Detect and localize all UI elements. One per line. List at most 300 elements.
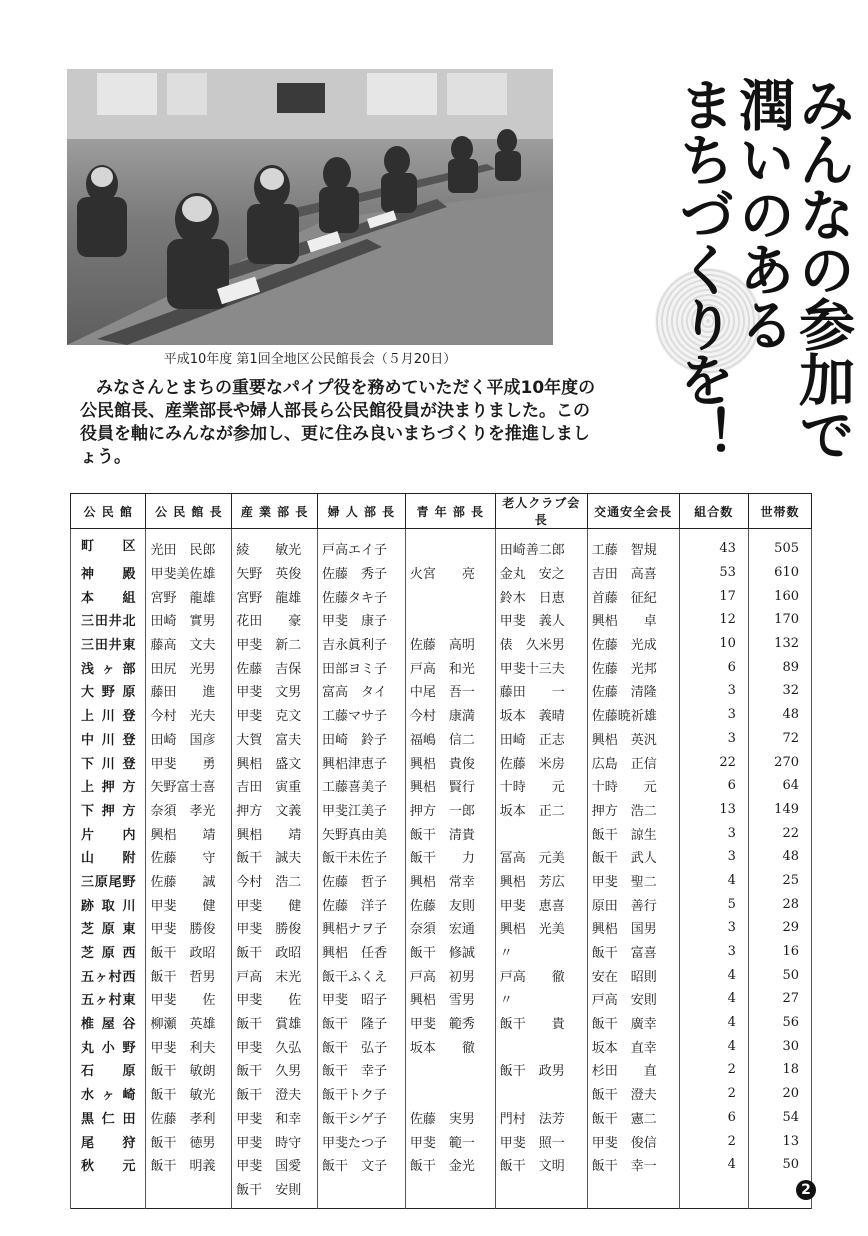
cell-rojin: 坂本 正二 [495, 798, 587, 822]
cell-kotsu: 飯干 憲二 [587, 1106, 679, 1130]
cell-kouminkan: 中 川 登 [71, 727, 146, 751]
cell-kouminkancho: 興梠 靖 [146, 821, 232, 845]
cell-kotsu: 十時 元 [587, 774, 679, 798]
cell-sangyo: 甲斐 健 [232, 892, 318, 916]
cell-kouminkancho: 田崎 国彦 [146, 727, 232, 751]
cell-sangyo: 大賀 富夫 [232, 727, 318, 751]
cell-setai: 25 [748, 869, 811, 893]
cell-rojin: 〃 [495, 987, 587, 1011]
vertical-title [670, 76, 855, 476]
cell-seinen [405, 1082, 495, 1106]
table-row [71, 892, 812, 916]
photo-caption: 平成10年度 第1回全地区公民館長会（５月20日） [163, 352, 457, 367]
cell-fujin: 興梠ナヲ子 [317, 916, 405, 940]
roster-body [71, 529, 812, 1209]
cell-kouminkan: 水 ヶ 崎 [71, 1082, 146, 1106]
cell-sangyo: 今村 浩二 [232, 869, 318, 893]
cell-sangyo: 飯干 久男 [232, 1058, 318, 1082]
meeting-photo-illustration [67, 69, 553, 345]
cell-rojin: 十時 元 [495, 774, 587, 798]
cell-fujin: 甲斐 昭子 [317, 987, 405, 1011]
cell-kotsu: 飯干 富喜 [587, 940, 679, 964]
cell-seinen [405, 1177, 495, 1209]
cell-kouminkancho [146, 1177, 232, 1209]
cell-kotsu: 甲斐 聖二 [587, 869, 679, 893]
cell-sangyo: 綾 敏光 [232, 529, 318, 561]
cell-kotsu: 佐藤 光邦 [587, 655, 679, 679]
cell-kouminkancho: 飯干 明義 [146, 1153, 232, 1177]
table-row [71, 679, 812, 703]
cell-rojin: 冨高 元美 [495, 845, 587, 869]
cell-kouminkancho: 飯干 敏朗 [146, 1058, 232, 1082]
cell-kouminkancho: 田尻 光男 [146, 655, 232, 679]
cell-kouminkan: 町 区 [71, 529, 146, 561]
cell-kumiai: 2 [679, 1129, 748, 1153]
cell-rojin: 田崎善二郎 [495, 529, 587, 561]
cell-setai: 16 [748, 940, 811, 964]
cell-rojin: 戸高 徹 [495, 963, 587, 987]
cell-kotsu: 広島 正信 [587, 750, 679, 774]
cell-kouminkan: 芝 原 西 [71, 940, 146, 964]
cell-fujin: 飯干ふくえ [317, 963, 405, 987]
cell-fujin: 飯干シゲ子 [317, 1106, 405, 1130]
table-row [71, 1129, 812, 1153]
cell-kouminkan: 片 内 [71, 821, 146, 845]
cell-seinen: 福嶋 信二 [405, 727, 495, 751]
cell-fujin: 工藤マサ子 [317, 703, 405, 727]
table-row [71, 987, 812, 1011]
cell-setai: 30 [748, 1034, 811, 1058]
cell-kotsu: 安在 昭則 [587, 963, 679, 987]
cell-rojin: 甲斐十三夫 [495, 655, 587, 679]
cell-rojin: 金丸 安之 [495, 561, 587, 585]
cell-kumiai: 4 [679, 1153, 748, 1177]
table-row [71, 916, 812, 940]
cell-fujin: 佐藤 哲子 [317, 869, 405, 893]
cell-kotsu: 杉田 直 [587, 1058, 679, 1082]
cell-seinen: 飯干 金光 [405, 1153, 495, 1177]
cell-rojin: 佐藤 米房 [495, 750, 587, 774]
cell-rojin: 藤田 一 [495, 679, 587, 703]
cell-sangyo: 飯干 政昭 [232, 940, 318, 964]
cell-kouminkan: 石 原 [71, 1058, 146, 1082]
cell-kouminkan: 芝 原 東 [71, 916, 146, 940]
cell-kouminkan: 下 川 登 [71, 750, 146, 774]
cell-fujin: 飯干 幸子 [317, 1058, 405, 1082]
cell-kouminkan: 三原尾野 [71, 869, 146, 893]
cell-rojin: 興梠 芳広 [495, 869, 587, 893]
cell-kotsu: 飯干 澄夫 [587, 1082, 679, 1106]
cell-sangyo: 甲斐 文男 [232, 679, 318, 703]
lead-paragraph: みなさんとまちの重要なパイプ役を務めていただく平成10年度の公民館長、産業部長や婦人部長ら公民館役員が決まりました。この役員を軸にみんなが参加し、更に住み良いまちづくりを推進しましょう。 [80, 378, 596, 467]
cell-fujin: 戸高エイ子 [317, 529, 405, 561]
cell-kumiai: 2 [679, 1058, 748, 1082]
cell-kotsu: 佐藤 清隆 [587, 679, 679, 703]
cell-sangyo: 飯干 誠夫 [232, 845, 318, 869]
cell-fujin: 佐藤 洋子 [317, 892, 405, 916]
cell-kouminkancho: 甲斐 佐 [146, 987, 232, 1011]
cell-seinen: 戸高 初男 [405, 963, 495, 987]
cell-setai: 32 [748, 679, 811, 703]
cell-seinen: 中尾 吾一 [405, 679, 495, 703]
cell-kouminkan: 尾 狩 [71, 1129, 146, 1153]
cell-rojin: 甲斐 義人 [495, 608, 587, 632]
cell-setai: 505 [748, 529, 811, 561]
cell-kouminkan: 丸 小 野 [71, 1034, 146, 1058]
cell-kouminkancho: 今村 光夫 [146, 703, 232, 727]
cell-fujin: 田部ヨミ子 [317, 655, 405, 679]
cell-sangyo: 飯干 安則 [232, 1177, 318, 1209]
cell-kumiai: 4 [679, 987, 748, 1011]
cell-setai: 64 [748, 774, 811, 798]
cell-setai: 18 [748, 1058, 811, 1082]
cell-sangyo: 甲斐 国愛 [232, 1153, 318, 1177]
cell-sangyo: 興梠 盛文 [232, 750, 318, 774]
table-row [71, 774, 812, 798]
cell-seinen: 奈須 宏通 [405, 916, 495, 940]
cell-fujin: 甲斐たつ子 [317, 1129, 405, 1153]
cell-fujin: 興梠 任香 [317, 940, 405, 964]
cell-kouminkan: 山 附 [71, 845, 146, 869]
table-row [71, 1177, 812, 1209]
cell-kouminkan: 三田井北 [71, 608, 146, 632]
cell-kumiai: 43 [679, 529, 748, 561]
cell-seinen: 戸高 和光 [405, 655, 495, 679]
cell-kouminkan: 五ヶ村西 [71, 963, 146, 987]
cell-sangyo: 甲斐 和幸 [232, 1106, 318, 1130]
cell-setai: 149 [748, 798, 811, 822]
cell-kouminkancho: 飯干 徳男 [146, 1129, 232, 1153]
cell-kumiai: 2 [679, 1082, 748, 1106]
cell-seinen: 佐藤 実男 [405, 1106, 495, 1130]
cell-setai: 48 [748, 703, 811, 727]
cell-kumiai: 4 [679, 869, 748, 893]
cell-kumiai: 10 [679, 632, 748, 656]
header-sangyo: 産 業 部 長 [232, 494, 318, 529]
cell-setai: 20 [748, 1082, 811, 1106]
cell-kotsu: 佐藤暁祈雄 [587, 703, 679, 727]
cell-kouminkancho: 飯干 政昭 [146, 940, 232, 964]
cell-fujin: 田崎 鈴子 [317, 727, 405, 751]
cell-kumiai: 3 [679, 679, 748, 703]
cell-seinen [405, 1058, 495, 1082]
cell-setai: 72 [748, 727, 811, 751]
title-line-1: みんなの参加で [790, 76, 855, 461]
cell-sangyo: 押方 文義 [232, 798, 318, 822]
cell-seinen: 坂本 徹 [405, 1034, 495, 1058]
title-line-2: 潤いのある [730, 76, 795, 351]
cell-rojin [495, 821, 587, 845]
cell-seinen: 押方 一郎 [405, 798, 495, 822]
cell-kumiai: 3 [679, 727, 748, 751]
cell-kumiai: 13 [679, 798, 748, 822]
cell-setai: 270 [748, 750, 811, 774]
table-header-row [71, 494, 812, 529]
cell-seinen: 興梠 賢行 [405, 774, 495, 798]
cell-kouminkancho: 甲斐 健 [146, 892, 232, 916]
cell-kumiai: 6 [679, 774, 748, 798]
cell-fujin: 甲斐 康子 [317, 608, 405, 632]
cell-seinen: 飯干 力 [405, 845, 495, 869]
cell-fujin: 飯干 隆子 [317, 1011, 405, 1035]
cell-seinen: 飯干 清貴 [405, 821, 495, 845]
cell-kouminkancho: 飯干 哲男 [146, 963, 232, 987]
cell-kumiai: 22 [679, 750, 748, 774]
table-row [71, 1153, 812, 1177]
cell-seinen: 興梠 常幸 [405, 869, 495, 893]
cell-sangyo: 甲斐 勝俊 [232, 916, 318, 940]
cell-kumiai: 3 [679, 940, 748, 964]
cell-seinen: 興梠 貴俊 [405, 750, 495, 774]
table-row [71, 1106, 812, 1130]
cell-kouminkancho: 矢野富士喜 [146, 774, 232, 798]
cell-setai: 610 [748, 561, 811, 585]
cell-rojin: 飯干 貴 [495, 1011, 587, 1035]
cell-setai: 50 [748, 1153, 811, 1177]
cell-seinen: 甲斐 範一 [405, 1129, 495, 1153]
cell-seinen [405, 584, 495, 608]
cell-seinen: 飯干 修誠 [405, 940, 495, 964]
cell-kumiai: 6 [679, 655, 748, 679]
cell-fujin: 甲斐江美子 [317, 798, 405, 822]
cell-setai: 13 [748, 1129, 811, 1153]
cell-kouminkan: 本 組 [71, 584, 146, 608]
cell-kotsu: 坂本 直幸 [587, 1034, 679, 1058]
cell-sangyo: 佐藤 吉保 [232, 655, 318, 679]
cell-kotsu: 戸高 安則 [587, 987, 679, 1011]
title-line-3: まちづくりを！ [670, 76, 735, 461]
cell-kotsu: 吉田 高喜 [587, 561, 679, 585]
cell-kouminkancho: 佐藤 孝利 [146, 1106, 232, 1130]
cell-kumiai: 3 [679, 845, 748, 869]
cell-kouminkan: 大 野 原 [71, 679, 146, 703]
cell-sangyo: 吉田 寅重 [232, 774, 318, 798]
cell-kotsu: 首藤 征紀 [587, 584, 679, 608]
cell-seinen [405, 529, 495, 561]
table-row [71, 561, 812, 585]
cell-sangyo: 甲斐 時守 [232, 1129, 318, 1153]
cell-kouminkancho: 田崎 實男 [146, 608, 232, 632]
cell-kotsu: 飯干 諒生 [587, 821, 679, 845]
cell-kouminkan: 浅 ヶ 部 [71, 655, 146, 679]
table-row [71, 798, 812, 822]
cell-kouminkancho: 宮野 龍雄 [146, 584, 232, 608]
cell-setai: 28 [748, 892, 811, 916]
cell-kouminkancho: 奈須 孝光 [146, 798, 232, 822]
cell-rojin: 鈴木 日恵 [495, 584, 587, 608]
header-fujin: 婦 人 部 長 [317, 494, 405, 529]
cell-fujin: 飯干 弘子 [317, 1034, 405, 1058]
header-kumiai: 組合数 [679, 494, 748, 529]
cell-sangyo: 矢野 英俊 [232, 561, 318, 585]
cell-seinen: 今村 康満 [405, 703, 495, 727]
cell-kumiai: 4 [679, 963, 748, 987]
cell-kotsu [587, 1177, 679, 1209]
cell-sangyo: 興梠 靖 [232, 821, 318, 845]
table-row [71, 1011, 812, 1035]
cell-fujin: 興梠津恵子 [317, 750, 405, 774]
cell-rojin: 飯干 文明 [495, 1153, 587, 1177]
cell-sangyo: 甲斐 新二 [232, 632, 318, 656]
cell-setai: 160 [748, 584, 811, 608]
cell-kouminkan: 黒 仁 田 [71, 1106, 146, 1130]
cell-fujin: 佐藤タキ子 [317, 584, 405, 608]
cell-setai: 48 [748, 845, 811, 869]
cell-setai: 56 [748, 1011, 811, 1035]
cell-seinen: 興梠 雪男 [405, 987, 495, 1011]
table-row [71, 1082, 812, 1106]
cell-setai: 132 [748, 632, 811, 656]
cell-rojin: 門村 法芳 [495, 1106, 587, 1130]
cell-kotsu: 工藤 智規 [587, 529, 679, 561]
header-kouminkancho: 公 民 館 長 [146, 494, 232, 529]
header-rojin: 老人クラブ会長 [495, 494, 587, 529]
cell-kumiai: 3 [679, 916, 748, 940]
cell-kouminkancho: 佐藤 誠 [146, 869, 232, 893]
header-setai: 世帯数 [748, 494, 811, 529]
cell-fujin: 佐藤 秀子 [317, 561, 405, 585]
cell-sangyo: 花田 豪 [232, 608, 318, 632]
cell-sangyo: 飯干 澄夫 [232, 1082, 318, 1106]
table-row [71, 869, 812, 893]
cell-rojin [495, 1177, 587, 1209]
cell-kouminkan: 五ヶ村東 [71, 987, 146, 1011]
cell-seinen: 佐藤 高明 [405, 632, 495, 656]
table-row [71, 632, 812, 656]
table-row [71, 940, 812, 964]
cell-kotsu: 甲斐 俊信 [587, 1129, 679, 1153]
cell-kouminkancho: 甲斐 利夫 [146, 1034, 232, 1058]
cell-setai: 54 [748, 1106, 811, 1130]
cell-kumiai: 4 [679, 1034, 748, 1058]
table-row [71, 608, 812, 632]
cell-sangyo: 宮野 龍雄 [232, 584, 318, 608]
table-row [71, 845, 812, 869]
cell-kouminkancho: 甲斐 勝俊 [146, 916, 232, 940]
cell-fujin: 矢野真由美 [317, 821, 405, 845]
cell-kumiai: 5 [679, 892, 748, 916]
cell-rojin: 〃 [495, 940, 587, 964]
table-row [71, 750, 812, 774]
cell-fujin: 吉永眞利子 [317, 632, 405, 656]
cell-rojin: 甲斐 照一 [495, 1129, 587, 1153]
cell-kumiai: 53 [679, 561, 748, 585]
cell-kumiai: 4 [679, 1011, 748, 1035]
officer-roster-table [70, 493, 812, 1209]
cell-kouminkancho: 柳瀬 英雄 [146, 1011, 232, 1035]
table-row [71, 1034, 812, 1058]
table-row [71, 703, 812, 727]
cell-kouminkancho: 飯干 敏光 [146, 1082, 232, 1106]
cell-kouminkan [71, 1177, 146, 1209]
cell-kouminkan: 上 川 登 [71, 703, 146, 727]
table-row [71, 584, 812, 608]
cell-setai: 27 [748, 987, 811, 1011]
table-row [71, 1058, 812, 1082]
header-kouminkan: 公 民 館 [71, 494, 146, 529]
cell-seinen: 火宮 亮 [405, 561, 495, 585]
header-kotsu: 交通安全会長 [587, 494, 679, 529]
cell-kouminkan: 神 殿 [71, 561, 146, 585]
cell-kotsu: 興梠 国男 [587, 916, 679, 940]
table-row [71, 963, 812, 987]
cell-kouminkancho: 藤高 文夫 [146, 632, 232, 656]
cell-kumiai: 6 [679, 1106, 748, 1130]
meeting-photo [67, 69, 553, 345]
cell-setai: 22 [748, 821, 811, 845]
cell-kumiai: 3 [679, 703, 748, 727]
cell-fujin: 飯干トク子 [317, 1082, 405, 1106]
cell-kotsu: 押方 浩二 [587, 798, 679, 822]
cell-kouminkan: 跡 取 川 [71, 892, 146, 916]
cell-fujin [317, 1177, 405, 1209]
cell-seinen [405, 608, 495, 632]
cell-kotsu: 飯干 幸一 [587, 1153, 679, 1177]
cell-kotsu: 原田 善行 [587, 892, 679, 916]
cell-kouminkan: 椎 屋 谷 [71, 1011, 146, 1035]
table-row [71, 821, 812, 845]
cell-kouminkan: 上 押 方 [71, 774, 146, 798]
cell-kumiai [679, 1177, 748, 1209]
cell-fujin: 富高 タイ [317, 679, 405, 703]
cell-kouminkan: 秋 元 [71, 1153, 146, 1177]
cell-kotsu: 興梠 英汎 [587, 727, 679, 751]
cell-kotsu: 飯干 廣幸 [587, 1011, 679, 1035]
cell-kouminkan: 三田井東 [71, 632, 146, 656]
cell-kouminkan: 下 押 方 [71, 798, 146, 822]
cell-rojin: 甲斐 恵喜 [495, 892, 587, 916]
cell-kotsu: 興梠 卓 [587, 608, 679, 632]
cell-rojin: 田崎 正志 [495, 727, 587, 751]
cell-seinen: 甲斐 範秀 [405, 1011, 495, 1035]
header-seinen: 青 年 部 長 [405, 494, 495, 529]
cell-rojin: 飯干 政男 [495, 1058, 587, 1082]
cell-fujin: 飯干 文子 [317, 1153, 405, 1177]
cell-rojin [495, 1082, 587, 1106]
table-row [71, 655, 812, 679]
cell-sangyo: 戸高 末光 [232, 963, 318, 987]
cell-kouminkancho: 甲斐 勇 [146, 750, 232, 774]
cell-rojin [495, 1034, 587, 1058]
cell-kouminkancho: 藤田 進 [146, 679, 232, 703]
cell-fujin: 飯干未佐子 [317, 845, 405, 869]
cell-fujin: 工藤喜美子 [317, 774, 405, 798]
page-number: 2 [796, 1180, 816, 1200]
cell-sangyo: 甲斐 久弘 [232, 1034, 318, 1058]
cell-setai: 170 [748, 608, 811, 632]
table-row [71, 529, 812, 561]
table-row [71, 727, 812, 751]
cell-kotsu: 飯干 武人 [587, 845, 679, 869]
cell-rojin: 坂本 義晴 [495, 703, 587, 727]
cell-kouminkancho: 佐藤 守 [146, 845, 232, 869]
cell-kotsu: 佐藤 光成 [587, 632, 679, 656]
cell-seinen: 佐藤 友則 [405, 892, 495, 916]
cell-kouminkancho: 甲斐美佐雄 [146, 561, 232, 585]
cell-setai: 29 [748, 916, 811, 940]
cell-sangyo: 飯干 賞雄 [232, 1011, 318, 1035]
cell-setai: 50 [748, 963, 811, 987]
cell-kumiai: 17 [679, 584, 748, 608]
cell-setai: 89 [748, 655, 811, 679]
cell-sangyo: 甲斐 佐 [232, 987, 318, 1011]
cell-rojin: 興梠 光美 [495, 916, 587, 940]
cell-kumiai: 12 [679, 608, 748, 632]
cell-sangyo: 甲斐 克文 [232, 703, 318, 727]
cell-kumiai: 3 [679, 821, 748, 845]
cell-kouminkancho: 光田 民郎 [146, 529, 232, 561]
cell-rojin: 俵 久米男 [495, 632, 587, 656]
